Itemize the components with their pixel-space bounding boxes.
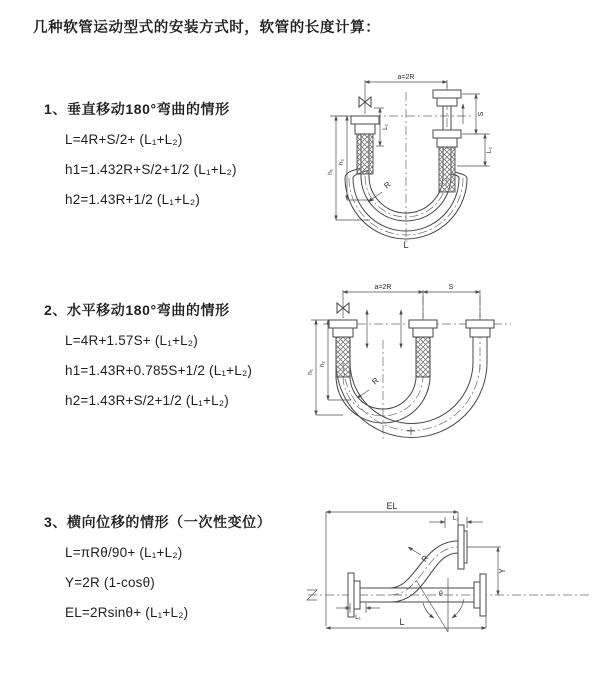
- dimensions: [327, 74, 493, 250]
- dim-label-s: S: [448, 284, 454, 291]
- formula-line: h2=1.43R+1/2 (L₁+L₂): [65, 192, 201, 207]
- dim-label-h1: h₁: [327, 169, 334, 175]
- dim-label-l1: L₁: [355, 614, 361, 621]
- formula-line: EL=2Rsinθ+ (L₁+L₂): [65, 605, 189, 620]
- section-lateral-displacement: [44, 513, 271, 621]
- section-horizontal-movement: [44, 301, 252, 409]
- dim-label-el: EL: [386, 501, 398, 511]
- section-heading: 2、水平移动180°弯曲的情形: [44, 302, 230, 318]
- dimensions: [307, 284, 480, 415]
- diagram-lateral-displacement: [298, 500, 598, 645]
- radius-label: R: [419, 553, 431, 564]
- dim-label-l2: L₂: [452, 515, 460, 522]
- formula-line: L=πRθ/90+ (L₁+L₂): [65, 545, 183, 560]
- dim-label-a2r: a=2R: [374, 284, 392, 291]
- section-heading: 1、垂直移动180°弯曲的情形: [44, 101, 230, 117]
- dim-label-h2: h₂: [338, 158, 345, 166]
- radius-label: R: [382, 179, 393, 191]
- dim-label-h1: h₁: [307, 369, 314, 375]
- radius-label: R: [370, 375, 381, 387]
- formula-line: L=4R+S/2+ (L₁+L₂): [65, 132, 183, 147]
- angle-label: θ: [439, 591, 443, 598]
- length-label: L: [403, 240, 409, 250]
- dim-label-l2: L₂: [486, 146, 493, 154]
- dim-label-s: S: [478, 111, 485, 117]
- diagram-horizontal-u-bend: [303, 282, 593, 452]
- formula-line: h1=1.432R+S/2+1/2 (L₁+L₂): [65, 162, 237, 177]
- formula-line: h2=1.43R+S/2+1/2 (L₁+L₂): [65, 393, 229, 408]
- diagram-vertical-u-bend: [312, 72, 587, 257]
- dim-label-l: L: [399, 617, 405, 627]
- flanges: [348, 525, 486, 617]
- section-heading: 3、横向位移的情形（一次性变位）: [44, 514, 272, 530]
- page-title: 几种软管运动型式的安装方式时，软管的长度计算：: [33, 20, 381, 36]
- dim-label-a2r: a=2R: [397, 74, 415, 81]
- hose-body: [336, 337, 487, 438]
- dim-label-l1: L₁: [382, 124, 389, 130]
- section-vertical-movement: [44, 100, 237, 208]
- formula-line: Y=2R (1-cosθ): [65, 575, 156, 590]
- dim-label-y: Y: [498, 568, 507, 574]
- formula-line: h1=1.43R+0.785S+1/2 (L₁+L₂): [65, 363, 253, 378]
- formula-line: L=4R+1.57S+ (L₁+L₂): [65, 333, 198, 348]
- hose-body: [360, 541, 474, 602]
- dim-label-h2: h₂: [319, 360, 326, 368]
- flanges: [329, 320, 494, 337]
